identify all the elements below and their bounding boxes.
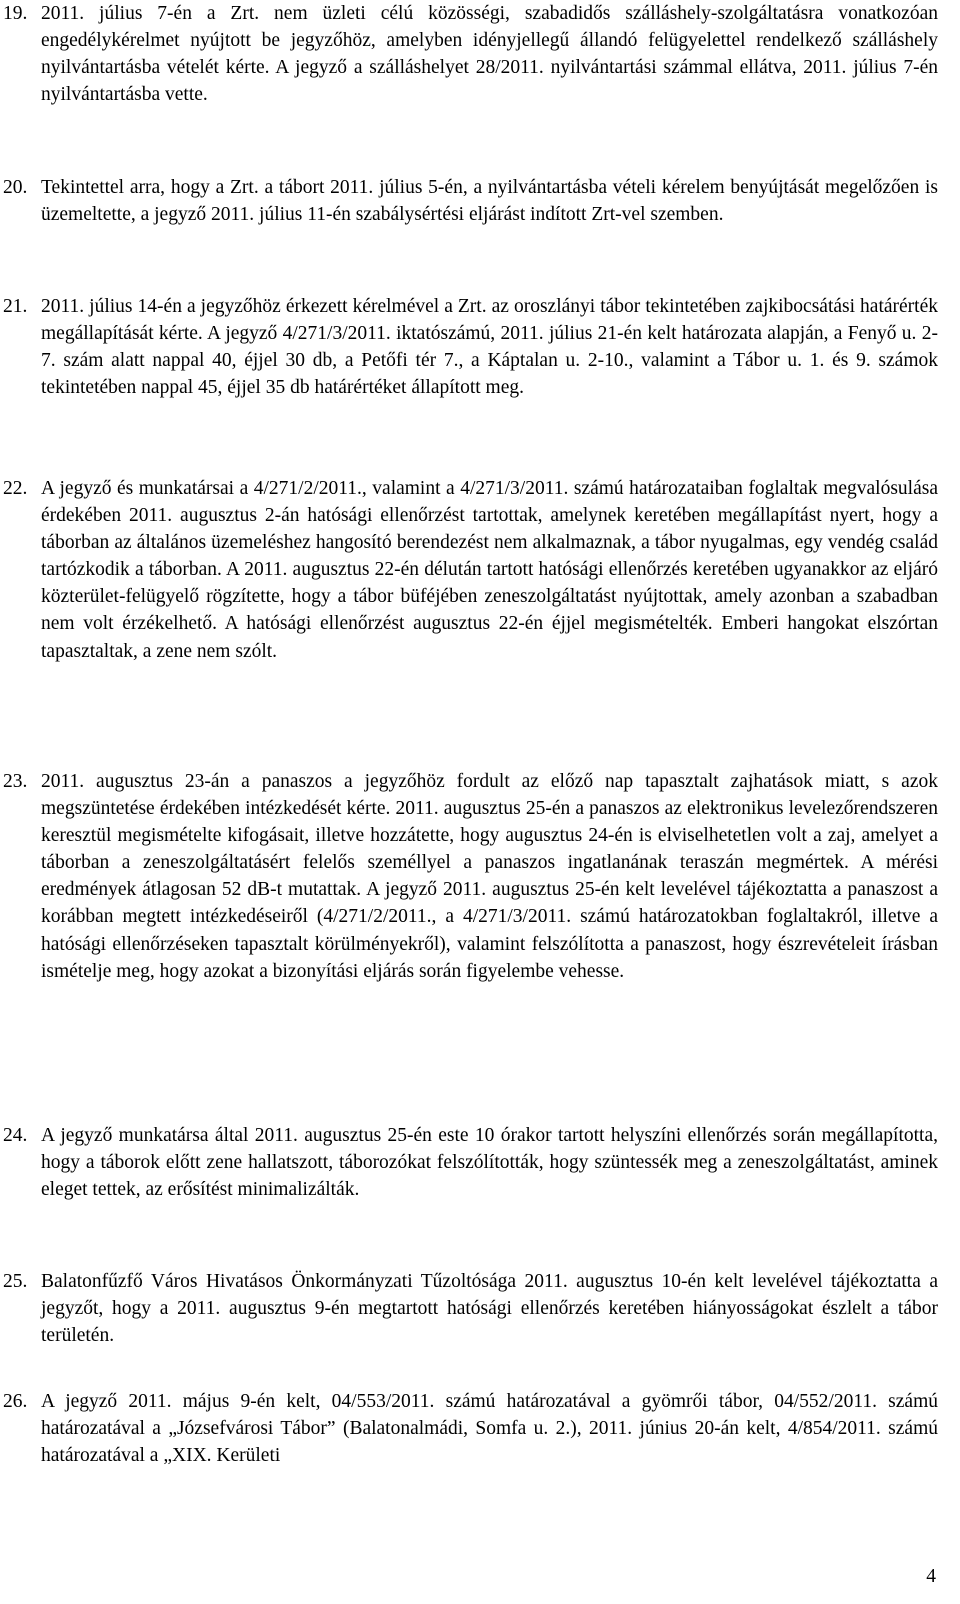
- paragraph-text: A jegyző munkatársa által 2011. augusztus 25-én este 10 órakor tartott helyszíni ellenőrzés során megállapította, hogy a táborok előtt zene hallatszott, táborozókat felszólították, hogy szüntessék meg a zeneszolgáltatást, aminek eleget tettek, az erősítést minimalizálták.: [41, 1125, 938, 1201]
- paragraph-number: 21.: [3, 296, 28, 317]
- paragraph-number: 22.: [3, 478, 28, 499]
- paragraph-text: Tekintettel arra, hogy a Zrt. a tábort 2011. július 5-én, a nyilvántartásba vételi kérelem benyújtását megelőzően is üzemeltette, a jegyző 2011. július 11-én szabálysértési eljárást indított Zrt-vel szemben.: [41, 177, 938, 226]
- paragraph-text: 2011. augusztus 23-án a panaszos a jegyzőhöz fordult az előző nap tapasztalt zajhatások miatt, s azok megszüntetése érdekében intézkedését kérte. 2011. augusztus 25-én a panaszos az elektronikus levelezőrendszeren keresztül megismételte kifogásait, illetve hozzátette, hogy augusztus 24-én is elviselhetetlen volt a zaj, amelyet a táborban a zeneszolgáltatásért felelős személlyel a panaszos ingatlanának teraszán megmértek. A mérési eredmények átlagosan 52 dB-t mutattak. A jegyző 2011. augusztus 25-én kelt levelével tájékoztatta a panaszost a korábban megtett intézkedéseiről (4/271/2/2011., a 4/271/3/2011. számú határozatokban foglaltakról, illetve a hatósági ellenőrzéseken tapasztalt körülményekről), valamint felszólította a panaszost, hogy észrevételeit írásban ismételje meg, hogy azokat a bizonyítási eljárás során figyelembe vehesse.: [41, 771, 938, 982]
- paragraph-text: 2011. július 7-én a Zrt. nem üzleti célú közösségi, szabadidős szálláshely-szolgáltatásra vonatkozóan engedélykérelmet nyújtott be jegyzőhöz, amelyben idényjellegű állandó felügyelettel rendelkező szálláshely nyilvántartásba vételét kérte. A jegyző a szálláshelyet 28/2011. nyilvántartási számmal ellátva, 2011. július 7-én nyilvántartásba vette.: [41, 3, 938, 106]
- paragraph-text: Balatonfűzfő Város Hivatásos Önkormányzati Tűzoltósága 2011. augusztus 10-én kelt levelével tájékoztatta a jegyzőt, hogy a 2011. augusztus 9-én megtartott hatósági ellenőrzés keretében hiányosságokat észlelt a tábor területén.: [41, 1271, 938, 1347]
- paragraph-text: 2011. július 14-én a jegyzőhöz érkezett kérelmével a Zrt. az oroszlányi tábor tekintetében zajkibocsátási határérték megállapítását kérte. A jegyző 4/271/3/2011. iktatószámú, 2011. július 21-én kelt határozata alapján, a Fenyő u. 2-7. szám alatt nappal 40, éjjel 30 db, a Petőfi tér 7., a Káptalan u. 2-10., valamint a Tábor u. 1. és 9. számok tekintetében nappal 45, éjjel 35 db határértéket állapított meg.: [41, 296, 938, 399]
- paragraph-text: A jegyző 2011. május 9-én kelt, 04/553/2011. számú határozatával a gyömrői tábor, 04/552/2011. számú határozatával a „Józsefvárosi Tábor” (Balatonalmádi, Somfa u. 2.), 2011. június 20-án kelt, 4/854/2011. számú határozatával a „XIX. Kerületi: [41, 1391, 938, 1467]
- paragraph-number: 20.: [3, 177, 28, 198]
- paragraph-number: 26.: [3, 1391, 28, 1412]
- paragraph-number: 23.: [3, 771, 28, 792]
- paragraph-number: 25.: [3, 1271, 28, 1292]
- paragraph-number: 24.: [3, 1125, 28, 1146]
- paragraph-number: 19.: [3, 3, 28, 24]
- page-number: 4: [926, 1566, 936, 1587]
- paragraph-text: A jegyző és munkatársai a 4/271/2/2011., valamint a 4/271/3/2011. számú határozataiban foglaltak megvalósulása érdekében 2011. augusztus 2-án hatósági ellenőrzést tartottak, amelynek keretében megállapítást nyert, hogy a táborban az általános üzemeléshez hangosító berendezést nem alkalmaznak, a tábor nyugalmas, egy vendég család tartózkodik a táborban. A 2011. augusztus 22-én délután tartott hatósági ellenőrzés keretében ugyanakkor az eljáró közterület-felügyelő rögzítette, hogy a tábor büféjében zeneszolgáltatást nyújtottak, amely azonban a szabadban nem volt érzékelhető. A hatósági ellenőrzést augusztus 22-én éjjel megismételték. Emberi hangokat elszórtan tapasztaltak, a zene nem szólt.: [41, 478, 938, 662]
